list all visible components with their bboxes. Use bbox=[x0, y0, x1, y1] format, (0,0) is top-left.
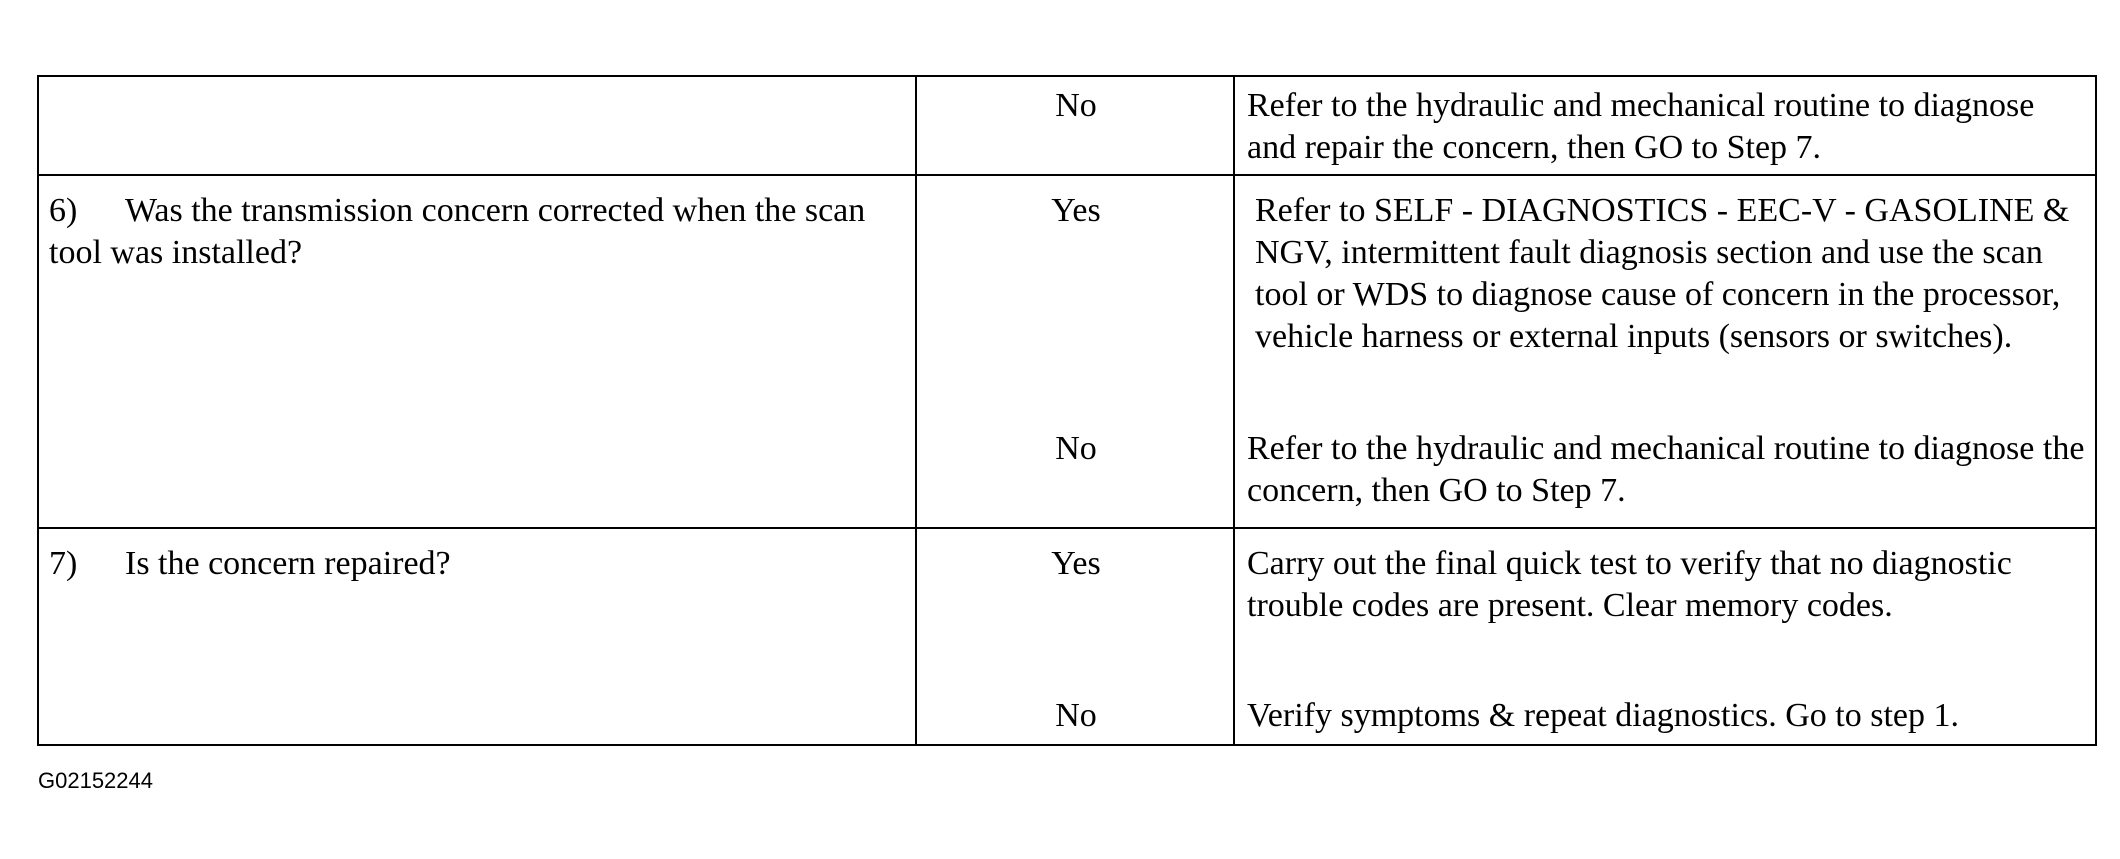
question-label: Was the transmission concern corrected when the scan tool was installed? bbox=[49, 192, 866, 271]
question-cell bbox=[39, 529, 917, 744]
table-row bbox=[39, 77, 2095, 176]
question-cell bbox=[39, 176, 917, 527]
question-label: Is the concern repaired? bbox=[125, 545, 451, 582]
answer-cell bbox=[917, 176, 1235, 527]
question-text bbox=[49, 543, 899, 585]
table-row bbox=[39, 529, 2095, 744]
step-number: 6) bbox=[49, 192, 78, 229]
diagnostic-table bbox=[37, 75, 2097, 746]
answer-cell bbox=[917, 77, 1235, 174]
action-text: Refer to the hydraulic and mechanical routine to diagnose the concern, then GO to Step 7. bbox=[1247, 430, 2085, 509]
action-cell bbox=[1235, 176, 2095, 527]
action-cell bbox=[1235, 77, 2095, 174]
action-text: Refer to SELF - DIAGNOSTICS - EEC-V - GASOLINE & NGV, intermittent fault diagnosis section and use the scan tool or WDS to diagnose cause of concern in the processor, vehicle harness or external inputs (sensors or switches). bbox=[1255, 192, 2070, 355]
action-text: Verify symptoms & repeat diagnostics. Go to step 1. bbox=[1247, 697, 1960, 734]
figure-id: G02152244 bbox=[38, 768, 153, 793]
question-text bbox=[49, 190, 899, 274]
answer-label: Yes bbox=[1051, 192, 1101, 229]
answer-label: No bbox=[1055, 697, 1097, 734]
answer-label: Yes bbox=[1051, 545, 1101, 582]
action-text: Carry out the final quick test to verify that no diagnostic trouble codes are present. Clear memory codes. bbox=[1247, 545, 2012, 624]
answer-label: No bbox=[1055, 430, 1097, 467]
answer-cell bbox=[917, 529, 1235, 744]
step-number: 7) bbox=[49, 545, 78, 582]
table-row bbox=[39, 176, 2095, 529]
action-cell bbox=[1235, 529, 2095, 744]
action-text: Refer to the hydraulic and mechanical routine to diagnose and repair the concern, then GO to Step 7. bbox=[1247, 87, 2035, 166]
question-cell bbox=[39, 77, 917, 174]
answer-label: No bbox=[1055, 87, 1097, 124]
